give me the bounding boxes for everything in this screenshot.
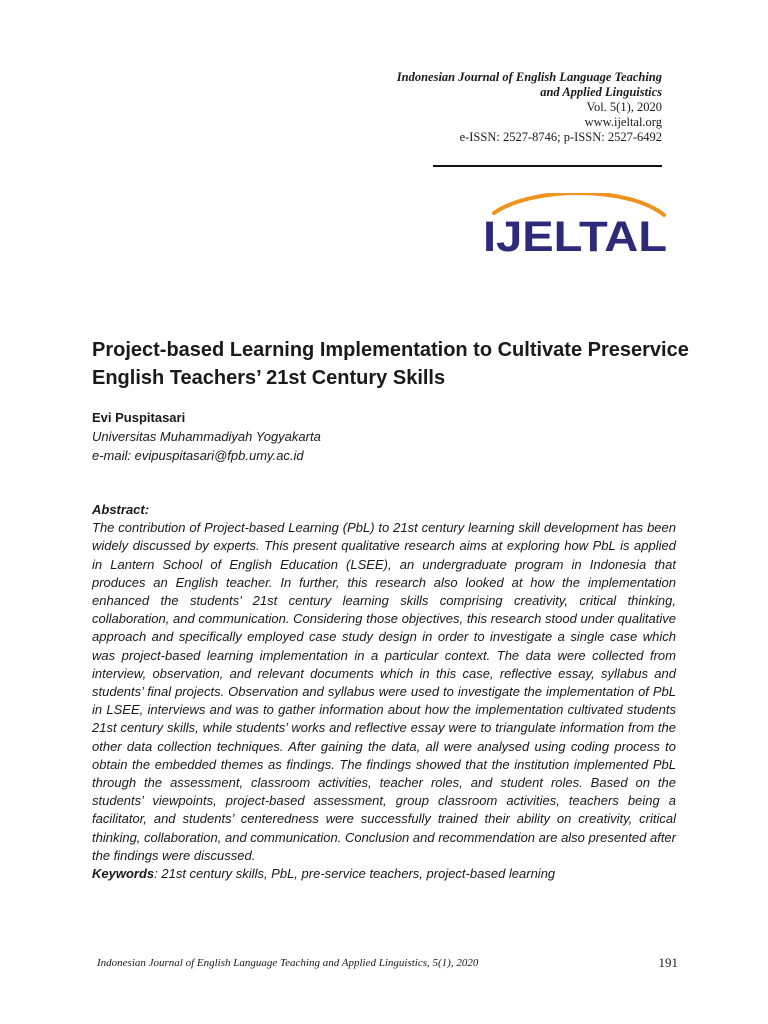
- journal-header: [242, 70, 662, 145]
- journal-website: www.ijeltal.org: [584, 115, 662, 129]
- author-block: [92, 408, 652, 465]
- keywords-text: : 21st century skills, PbL, pre-service teachers, project-based learning: [154, 866, 556, 882]
- footer-citation: Indonesian Journal of English Language Teaching and Applied Linguistics, 5(1), 2020: [97, 957, 479, 969]
- journal-issn: e-ISSN: 2527-8746; p-ISSN: 2527-6492: [459, 130, 662, 144]
- journal-logo: [480, 193, 675, 263]
- journal-title-line1: Indonesian Journal of English Language Teaching: [396, 70, 662, 84]
- author-name: Evi Puspitasari: [92, 410, 186, 425]
- paper-title: Project-based Learning Implementation to Cultivate Preservice English Teachers’ 21st Century Skills: [92, 339, 689, 389]
- header-divider: [433, 165, 662, 167]
- abstract-section: [92, 501, 676, 883]
- journal-volume: Vol. 5(1), 2020: [586, 100, 662, 114]
- keywords-label: Keywords: [92, 866, 155, 882]
- keywords-line: [92, 865, 676, 883]
- author-affiliation: Universitas Muhammadiyah Yogyakarta: [92, 429, 321, 444]
- journal-title-line2: and Applied Linguistics: [540, 85, 662, 99]
- author-email: e-mail: evipuspitasari@fpb.umy.ac.id: [92, 448, 304, 463]
- abstract-heading: Abstract:: [92, 502, 150, 517]
- abstract-body: The contribution of Project-based Learning (PbL) to 21st century learning skill development has been widely discussed by experts. This present qualitative research aims at exploring how PbL is applied in Lantern School of English Education (LSEE), an undergraduate program in Indonesia that produces an English teacher. In further, this research also looked at how the implementation enhanced the students’ 21st century learning skills comprising creativity, critical thinking, collaboration, and communication. Considering those objectives, this research stood under qualitative approach and specifically employed case study design in order to investigate a single case which was project-based learning implementation in a particular context. The data were collected from interview, observation, and relevant documents which in this case, reflective essay, syllabus and students’ final projects. Observation and syllabus were used to investigate the implementation of PbL in LSEE, interviews and was to gather information about how the implementation cultivated students 21st century skills, while students’ works and reflective essay were to triangulate information from the other data collection techniques. After gaining the data, all were analysed using coding process to obtain the embedded themes as findings. The findings showed that the institution implemented PbL through the assessment, classroom activities, teacher roles, and student roles. Based on the students’ viewpoints, project-based assessment, group classroom activities, teachers being a facilitator, and students’ centeredness were successfully trained their ability on creativity, critical thinking, collaboration, and communication. Conclusion and recommendation are also presented after the findings were discussed.: [92, 520, 676, 863]
- page-number: 191: [658, 955, 678, 970]
- logo-text: IJELTAL: [483, 213, 667, 261]
